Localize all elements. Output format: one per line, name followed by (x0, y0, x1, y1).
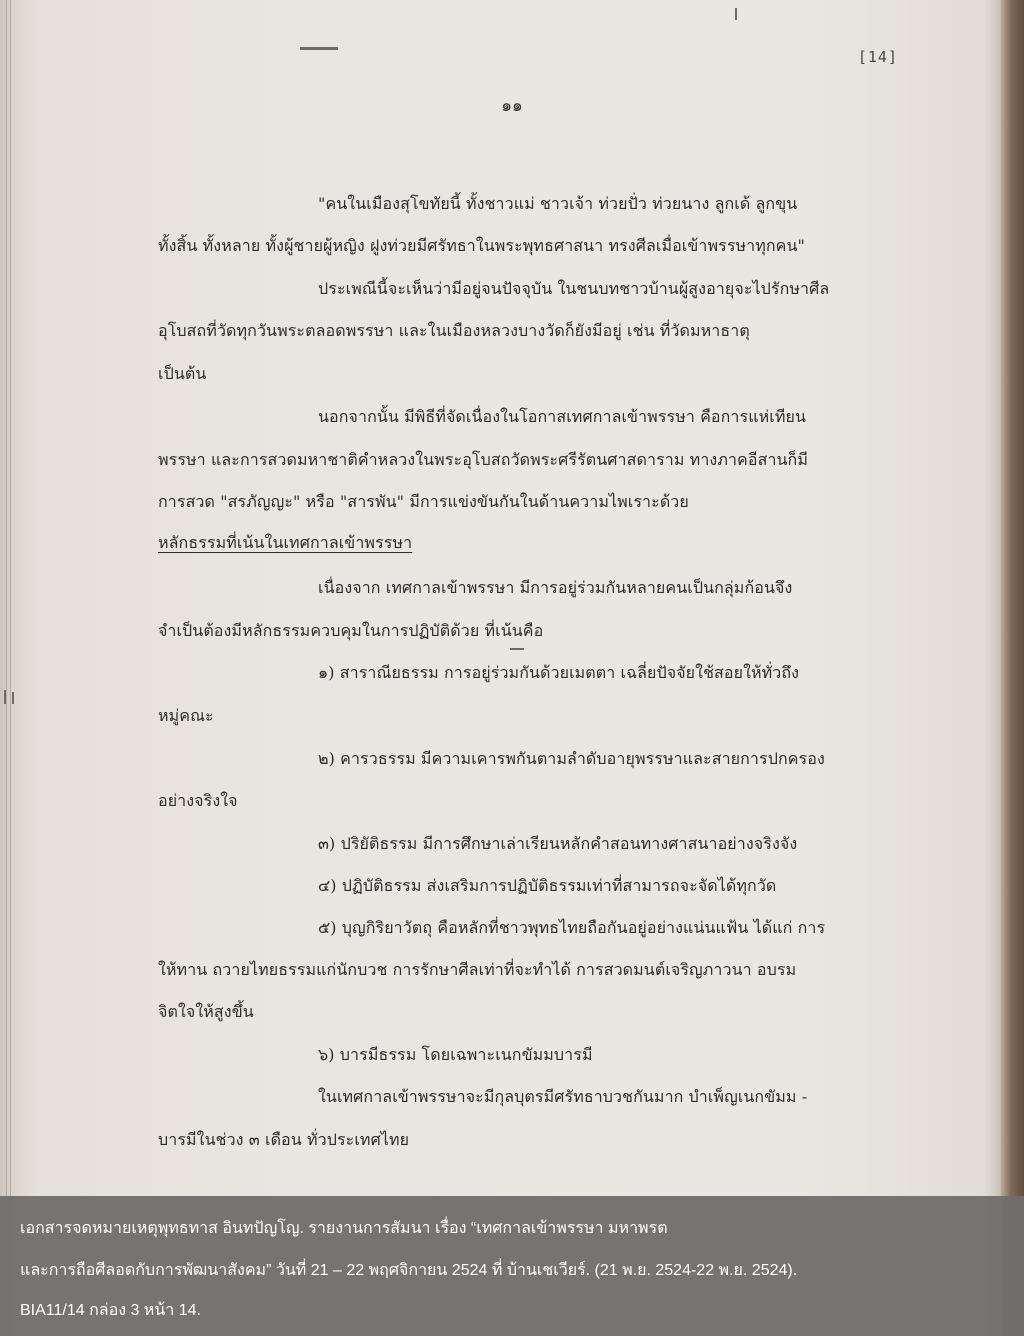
body-line: นอกจากนั้น มีพิธีที่จัดเนื่องในโอกาสเทศกาลเข้าพรรษา คือการแห่เทียน (318, 407, 806, 426)
body-line: ให้ทาน ถวายไทยธรรมแก่นักบวช การรักษาศีลเท่าที่จะทำได้ การสวดมนต์เจริญภาวนา อบรม (158, 960, 797, 979)
ink-speck (4, 690, 6, 704)
list-item: ๖) บารมีธรรม โดยเฉพาะเนกขัมมบารมี (318, 1045, 593, 1064)
body-line: บารมีในช่วง ๓ เดือน ทั่วประเทศไทย (158, 1130, 410, 1149)
ink-speck (12, 692, 14, 704)
ink-speck (510, 648, 524, 650)
list-item: ๕) บุญกิริยาวัตถุ คือหลักที่ชาวพุทธไทยถือกันอยู่อย่างแน่นแฟ้น ได้แก่ การ (318, 918, 826, 937)
caption-line: และการถือศีลอดกับการพัฒนาสังคม” วันที่ 21 – 22 พฤศจิกายน 2524 ที่ บ้านเชเวียร์. (21 พ.ย. 2524-22 พ.ย. 2524). (20, 1262, 798, 1279)
body-line: หมู่คณะ (158, 706, 214, 725)
list-item: ๓) ปริยัติธรรม มีการศึกษาเล่าเรียนหลักคำสอนทางศาสนาอย่างจริงจัง (318, 834, 798, 853)
body-line: "คนในเมืองสุโขทัยนี้ ทั้งชาวแม่ ชาวเจ้า ท่วยปั่ว ท่วยนาง ลูกเด้ ลูกขุน (318, 194, 798, 213)
list-item: ๔) ปฏิบัติธรรม ส่งเสริมการปฏิบัติธรรมเท่าที่สามารถจะจัดได้ทุกวัด (318, 876, 777, 895)
body-line: เนื่องจาก เทศกาลเข้าพรรษา มีการอยู่ร่วมกันหลายคนเป็นกลุ่มก้อนจึง (318, 578, 793, 597)
body-line: อย่างจริงใจ (158, 791, 238, 810)
body-line: พรรษา และการสวดมหาชาติคำหลวงในพระอุโบสถวัดพระศรีรัตนศาสดาราม ทางภาคอีสานก็มี (158, 450, 808, 469)
caption-bar (0, 1196, 1024, 1336)
page-number: ๑๑ (501, 96, 523, 116)
ink-speck (735, 8, 737, 20)
body-line: เป็นต้น (158, 364, 207, 383)
ink-speck (300, 47, 338, 50)
archive-page-mark: [14] (857, 48, 898, 66)
list-item: ๒) คารวธรรม มีความเคารพกันตามลำดับอายุพรรษาและสายการปกครอง (318, 749, 825, 768)
body-line: ทั้งสิ้น ทั้งหลาย ทั้งผู้ชายผู้หญิง ฝูงท่วยมีศรัทธาในพระพุทธศาสนา ทรงศีลเมื่อเข้าพรรษาทุกคน" (158, 236, 805, 255)
body-line: การสวด "สรภัญญะ" หรือ "สารพัน" มีการแข่งขันกันในด้านความไพเราะด้วย (158, 492, 689, 511)
body-line: อุโบสถที่วัดทุกวันพระตลอดพรรษา และในเมืองหลวงบางวัดก็ยังมีอยู่ เช่น ที่วัดมหาธาตุ (158, 321, 750, 340)
page-edge-line (10, 0, 11, 1200)
body-line: ในเทศกาลเข้าพรรษาจะมีกุลบุตรมีศรัทธาบวชกันมาก บำเพ็ญเนกขัมม - (318, 1087, 808, 1106)
binding-shadow (1002, 0, 1024, 1200)
section-heading: หลักธรรมที่เน้นในเทศกาลเข้าพรรษา (158, 533, 413, 552)
caption-line: BIA11/14 กล่อง 3 หน้า 14. (20, 1302, 201, 1319)
list-item: ๑) สาราณียธรรม การอยู่ร่วมกันด้วยเมตตา เฉลี่ยปัจจัยใช้สอยให้ทั่วถึง (318, 663, 800, 682)
body-line: จิตใจให้สูงขึ้น (158, 1002, 254, 1021)
page-edge-line (6, 0, 7, 1200)
body-line: จำเป็นต้องมีหลักธรรมควบคุมในการปฏิบัติด้วย ที่เน้นคือ (158, 621, 544, 640)
caption-line: เอกสารจดหมายเหตุพุทธทาส อินทปัญโญ. รายงานการสัมนา เรื่อง “เทศกาลเข้าพรรษา มหาพรต (20, 1220, 668, 1237)
body-line: ประเพณีนี้จะเห็นว่ามีอยู่จนปัจจุบัน ในชนบทชาวบ้านผู้สูงอายุจะไปรักษาศีล (318, 279, 830, 298)
